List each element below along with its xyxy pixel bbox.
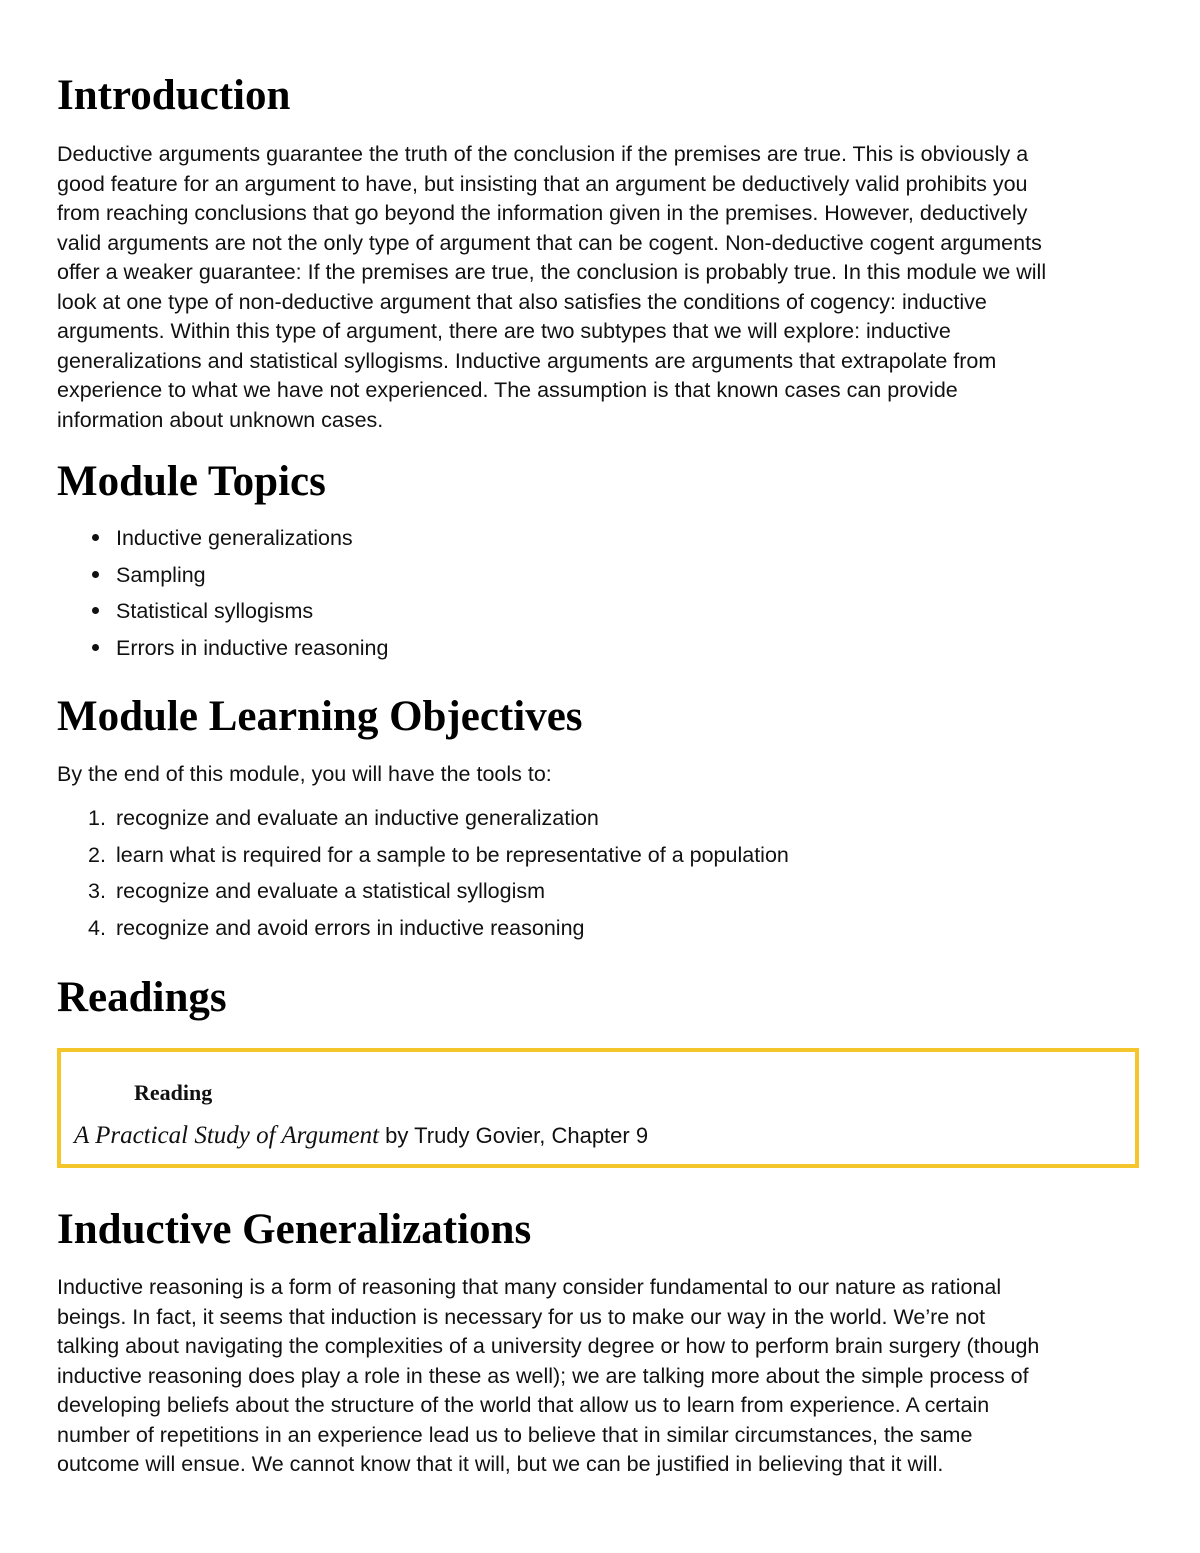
list-number: 1. — [88, 806, 106, 830]
list-item: Statistical syllogisms — [57, 593, 388, 630]
paragraph-line: look at one type of non-deductive argument that also satisfies the conditions of cogency: inductive — [57, 289, 987, 314]
list-item: Inductive generalizations — [57, 520, 388, 557]
paragraph-line: valid arguments are not the only type of argument that can be cogent. Non-deductive cogent arguments — [57, 230, 1042, 255]
list-number: 2. — [88, 842, 106, 867]
module-topics-heading: Module Topics — [57, 458, 326, 505]
list-item-text: learn what is required for a sample to be representative of a population — [116, 842, 789, 867]
book-title: A Practical Study of Argument — [74, 1122, 380, 1149]
paragraph-line: experience to what we have not experienced. The assumption is that known cases can provide — [57, 378, 958, 402]
objectives-intro: By the end of this module, you will have the tools to: — [57, 762, 552, 786]
reading-citation — [74, 1122, 648, 1150]
list-item — [57, 837, 789, 874]
introduction-paragraph — [57, 140, 1147, 435]
list-item: Sampling — [57, 557, 388, 594]
list-item-text: recognize and avoid errors in inductive reasoning — [116, 915, 585, 940]
paragraph-line: information about unknown cases. — [57, 407, 384, 432]
learning-objectives-heading: Module Learning Objectives — [57, 693, 583, 740]
list-item — [57, 873, 789, 910]
citation-details: by Trudy Govier, Chapter 9 — [379, 1123, 649, 1148]
readings-heading: Readings — [57, 974, 227, 1021]
paragraph-line: generalizations and statistical syllogisms. Inductive arguments are arguments that extrapolate from — [57, 348, 997, 373]
list-item — [57, 800, 789, 837]
module-topics-list — [57, 520, 388, 666]
reading-callout-box — [57, 1048, 1139, 1168]
list-item — [57, 910, 789, 947]
inductive-generalizations-paragraph — [57, 1273, 1147, 1480]
list-item: Errors in inductive reasoning — [57, 630, 388, 667]
paragraph-line: offer a weaker guarantee: If the premises are true, the conclusion is probably true. In this module we will — [57, 260, 1047, 284]
list-item-text: recognize and evaluate an inductive generalization — [116, 806, 599, 830]
paragraph-line: developing beliefs about the structure of the world that allow us to learn from experience. A certain — [57, 1393, 990, 1417]
paragraph-line: number of repetitions in an experience lead us to believe that in similar circumstances, the same — [57, 1422, 973, 1447]
list-number: 4. — [88, 915, 106, 940]
paragraph-line: outcome will ensue. We cannot know that it will, but we can be justified in believing that it will. — [57, 1452, 944, 1476]
learning-objectives-list — [57, 800, 789, 946]
introduction-heading: Introduction — [57, 72, 291, 119]
paragraph-line: good feature for an argument to have, but insisting that an argument be deductively valid prohibits you — [57, 171, 1028, 196]
paragraph-line: Inductive reasoning is a form of reasoning that many consider fundamental to our nature as rational — [57, 1275, 1002, 1299]
inductive-generalizations-heading: Inductive Generalizations — [57, 1206, 532, 1253]
reading-box-title: Reading — [134, 1080, 213, 1105]
paragraph-line: inductive reasoning does play a role in these as well); we are talking more about the simple process of — [57, 1363, 1029, 1388]
paragraph-line: arguments. Within this type of argument, there are two subtypes that we will explore: inductive — [57, 319, 951, 343]
paragraph-line: Deductive arguments guarantee the truth of the conclusion if the premises are true. This is obviously a — [57, 142, 1029, 166]
list-item-text: recognize and evaluate a statistical syllogism — [116, 879, 546, 903]
paragraph-line: from reaching conclusions that go beyond the information given in the premises. However, deductively — [57, 201, 1028, 225]
list-number: 3. — [88, 879, 106, 903]
paragraph-line: beings. In fact, it seems that induction is necessary for us to make our way in the world. We’re not — [57, 1304, 986, 1329]
paragraph-line: talking about navigating the complexities of a university degree or how to perform brain surgery (though — [57, 1334, 1040, 1358]
